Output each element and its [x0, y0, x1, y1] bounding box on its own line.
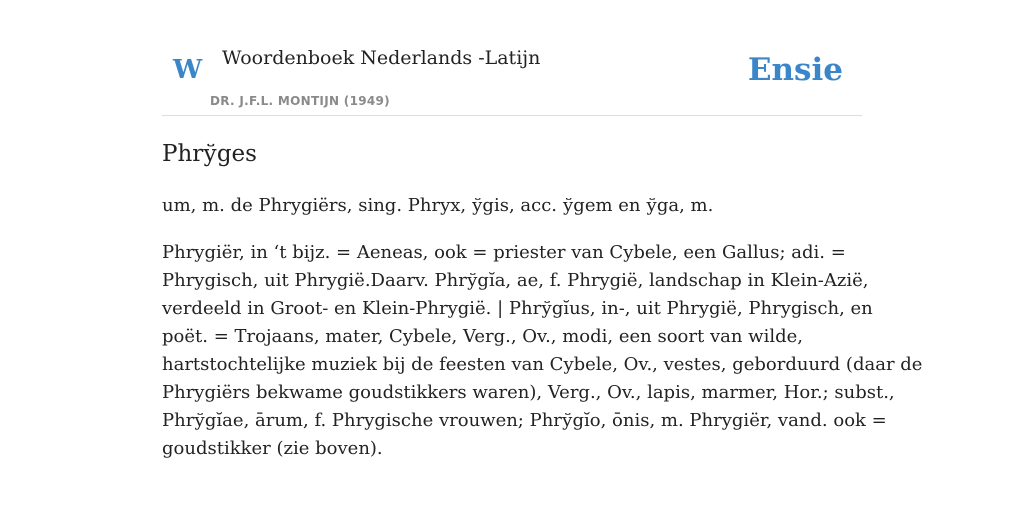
dictionary-entry-card [162, 0, 923, 459]
entry-headword: Phrўges [162, 141, 257, 167]
dictionary-header [162, 0, 862, 116]
dictionary-logo-w[interactable]: W [173, 55, 203, 85]
dictionary-author: DR. J.F.L. MONTIJN (1949) [210, 94, 390, 108]
definition-line: poët. = Trojaans, mater, Cybele, Verg., Ov., modi, een soort van wilde, [162, 326, 803, 347]
definition-line: Phrygiërs bekwame goudstikkers waren), Verg., Ov., lapis, marmer, Hor.; subst., [162, 382, 895, 403]
definition-line: Phrygisch, uit Phrygië.Daarv. Phrўgĭa, ae, f. Phrygië, landschap in Klein-Azië, [162, 270, 869, 291]
definition-line: verdeeld in Groot- en Klein-Phrygië. | Phrўgĭus, in-, uit Phrygië, Phrygisch, en [162, 298, 873, 319]
ensie-logo-link[interactable]: Ensie [747, 52, 843, 88]
definition-line: goudstikker (zie boven). [162, 438, 383, 459]
definition-line: Phrygiër, in ‘t bijz. = Aeneas, ook = priester van Cybele, een Gallus; adi. = [162, 242, 846, 263]
entry-grammar: um, m. de Phrygiërs, sing. Phryx, ўgis, acc. ўgem en ўga, m. [162, 195, 714, 216]
definition-line: hartstochtelijke muziek bij de feesten van Cybele, Ov., vestes, geborduurd (daar de [162, 354, 923, 375]
dictionary-title[interactable]: Woordenboek Nederlands -Latijn [222, 47, 541, 69]
entry-definition [162, 239, 923, 463]
definition-line: Phrўgĭae, ārum, f. Phrygische vrouwen; Phrўgĭo, ōnis, m. Phrygiër, vand. ook = [162, 410, 887, 431]
